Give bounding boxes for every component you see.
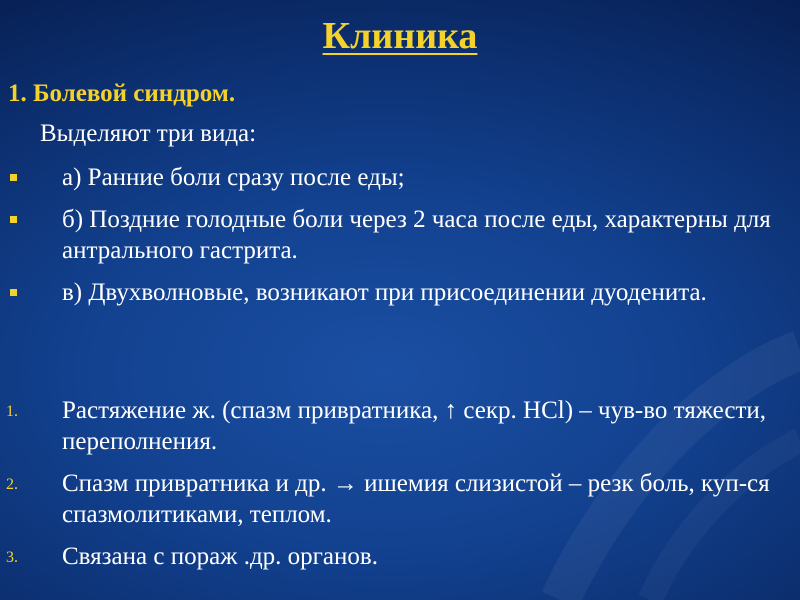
bullet-text: а) Ранние боли сразу после еды; (62, 164, 405, 191)
bullet-item (0, 277, 800, 308)
item-text: Связана с пораж .др. органов. (62, 543, 378, 570)
numbered-list (0, 395, 800, 583)
numbered-item (0, 541, 800, 572)
item-number: 3. (6, 549, 18, 566)
intro-text: Выделяют три вида: (40, 120, 257, 147)
square-bullet-icon (10, 216, 17, 223)
bullet-text: б) Поздние голодные боли через 2 часа после еды, характерны для антрального гастрита. (62, 206, 771, 264)
square-bullet-icon (10, 289, 17, 296)
bullet-item (0, 162, 800, 193)
section-heading: 1. Болевой синдром. (8, 80, 236, 107)
bullet-list (0, 162, 800, 319)
item-number: 1. (6, 403, 18, 420)
bullet-item (0, 204, 800, 266)
numbered-item (0, 468, 800, 530)
item-text: Растяжение ж. (спазм привратника, ↑ секр. HCl) – чув-во тяжести, переполнения. (62, 397, 767, 455)
bullet-text: в) Двухволновые, возникают при присоединении дуоденита. (62, 279, 707, 306)
square-bullet-icon (10, 174, 17, 181)
slide-title: Клиника (322, 15, 478, 57)
item-text: Спазм привратника и др. → ишемия слизистой – резк боль, куп-ся спазмолитиками, теплом. (62, 470, 770, 528)
numbered-item (0, 395, 800, 457)
item-number: 2. (6, 476, 18, 493)
